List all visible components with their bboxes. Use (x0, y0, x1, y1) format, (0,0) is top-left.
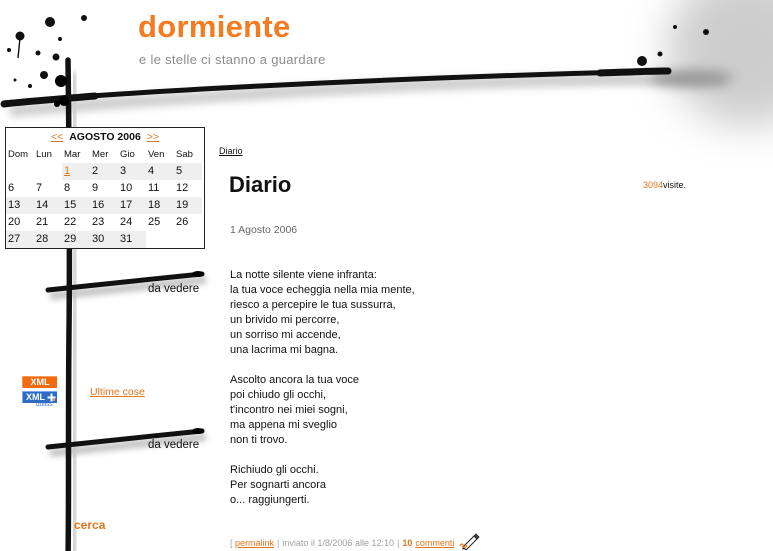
calendar-day-24: 24 (120, 216, 133, 228)
calendar-day-10: 10 (120, 182, 133, 194)
footer-open-bracket: [ (230, 538, 233, 548)
calendar-day-17: 17 (118, 197, 146, 214)
weekday-mer: Mer (92, 149, 109, 160)
calendar-day-5: 5 (174, 163, 202, 180)
breadcrumb (219, 145, 243, 157)
calendar-week-row (6, 180, 202, 197)
poem-line: Ascolto ancora la tua voce (230, 374, 360, 386)
calendar-prev-link[interactable]: << (50, 131, 64, 143)
poem-line: un brivido mi percorre, (230, 314, 340, 326)
calendar-day-15: 15 (62, 197, 90, 214)
calendar-day-29: 29 (62, 231, 90, 248)
post-footer (230, 533, 481, 550)
rss-xml-badge[interactable] (22, 376, 57, 388)
calendar-day-14: 14 (34, 197, 62, 214)
calendar-day-30: 30 (90, 231, 118, 248)
calendar-day-22: 22 (64, 216, 77, 228)
blog-title[interactable]: dormiente (138, 9, 291, 44)
calendar-day-19: 19 (174, 197, 202, 214)
calendar-empty-cell (146, 231, 174, 248)
footer-separator: | (396, 538, 400, 548)
calendar-week-row (6, 163, 202, 180)
poem-line: Richiudo gli occhi. (230, 464, 319, 476)
calendar-day-31: 31 (118, 231, 146, 248)
calendar-day-1-link[interactable]: 1 (64, 165, 71, 177)
calendar-day-cell (62, 163, 90, 180)
calendar (5, 127, 205, 249)
pen-icon[interactable] (459, 533, 481, 550)
poem-line: non ti trovo. (230, 434, 288, 446)
calendar-weekday-row (6, 147, 202, 163)
search-label[interactable]: cerca (74, 518, 106, 532)
xml-badge-label: XML (30, 377, 50, 387)
poem-line: La notte silente viene infranta: (230, 269, 377, 281)
calendar-day-2: 2 (90, 163, 118, 180)
weekday-dom: Dom (8, 149, 29, 160)
poem-line: la tua voce echeggia nella mia mente, (230, 284, 415, 296)
xml-badge-label: XML (26, 392, 45, 402)
calendar-day-18: 18 (146, 197, 174, 214)
calendar-day-4: 4 (146, 163, 174, 180)
poem-line: o... raggiungerti. (230, 494, 310, 506)
visit-suffix: visite. (663, 180, 687, 190)
xml-badge-caption: doliss (36, 401, 53, 408)
calendar-empty-cell (34, 163, 62, 180)
calendar-day-3: 3 (118, 163, 146, 180)
comments-link[interactable]: commenti (415, 538, 455, 548)
poem-stanza (230, 373, 415, 448)
calendar-day-7: 7 (36, 182, 43, 194)
calendar-day-21: 21 (36, 216, 49, 228)
calendar-day-9: 9 (92, 182, 99, 194)
calendar-day-25: 25 (148, 216, 161, 228)
post-date: 1 Agosto 2006 (230, 224, 298, 236)
calendar-week-row (6, 231, 202, 248)
poem-line: una lacrima mi bagna. (230, 344, 339, 356)
post-meta: inviato il 1/8/2006 alle 12:10 (282, 538, 394, 548)
calendar-day-20: 20 (8, 216, 21, 228)
recent-posts-link[interactable]: Ultime cose (90, 386, 145, 398)
calendar-header (6, 128, 204, 147)
weekday-ven: Ven (148, 149, 165, 160)
calendar-week-row (6, 197, 202, 214)
calendar-next-link[interactable]: >> (146, 131, 160, 143)
comments-count: 10 (402, 538, 413, 548)
blog-subtitle: e le stelle ci stanno a guardare (139, 52, 326, 67)
permalink-link[interactable]: permalink (235, 538, 275, 548)
calendar-day-16: 16 (90, 197, 118, 214)
weekday-lun: Lun (36, 149, 52, 160)
calendar-day-23: 23 (92, 216, 105, 228)
poem-line: poi chiudo gli occhi, (230, 389, 327, 401)
calendar-day-12: 12 (176, 182, 189, 194)
post-body (230, 268, 415, 508)
calendar-day-26: 26 (176, 216, 189, 228)
calendar-day-13: 13 (6, 197, 34, 214)
poem-line: un sorriso mi accende, (230, 329, 341, 341)
weekday-gio: Gio (120, 149, 135, 160)
weekday-mar: Mar (64, 149, 81, 160)
calendar-empty-cell (6, 163, 34, 180)
calendar-month-label: AGOSTO 2006 (69, 131, 141, 143)
poem-stanza (230, 463, 415, 508)
poem-line: t'incontro nei miei sogni, (230, 404, 348, 416)
calendar-day-27: 27 (6, 231, 34, 248)
breadcrumb-diario-link[interactable]: Diario (219, 146, 243, 156)
sidebar-section-title: da vedere (148, 439, 200, 451)
visit-counter (643, 179, 686, 191)
visit-count: 3094 (643, 180, 664, 190)
poem-line: ma appena mi sveglio (230, 419, 338, 431)
calendar-day-6: 6 (8, 182, 15, 194)
poem-line: Per sognarti ancora (230, 479, 326, 491)
poem-stanza (230, 268, 415, 358)
calendar-day-8: 8 (64, 182, 71, 194)
calendar-week-row (6, 214, 202, 231)
page-title: Diario (229, 172, 292, 197)
calendar-empty-cell (174, 231, 202, 248)
calendar-day-28: 28 (34, 231, 62, 248)
poem-line: riesco a percepire le tua sussurra, (230, 299, 396, 311)
footer-separator: | (277, 538, 280, 548)
weekday-sab: Sab (176, 149, 193, 160)
calendar-day-11: 11 (148, 182, 160, 194)
calendar-grid (6, 147, 202, 248)
sidebar-section-title: da vedere (148, 283, 200, 295)
